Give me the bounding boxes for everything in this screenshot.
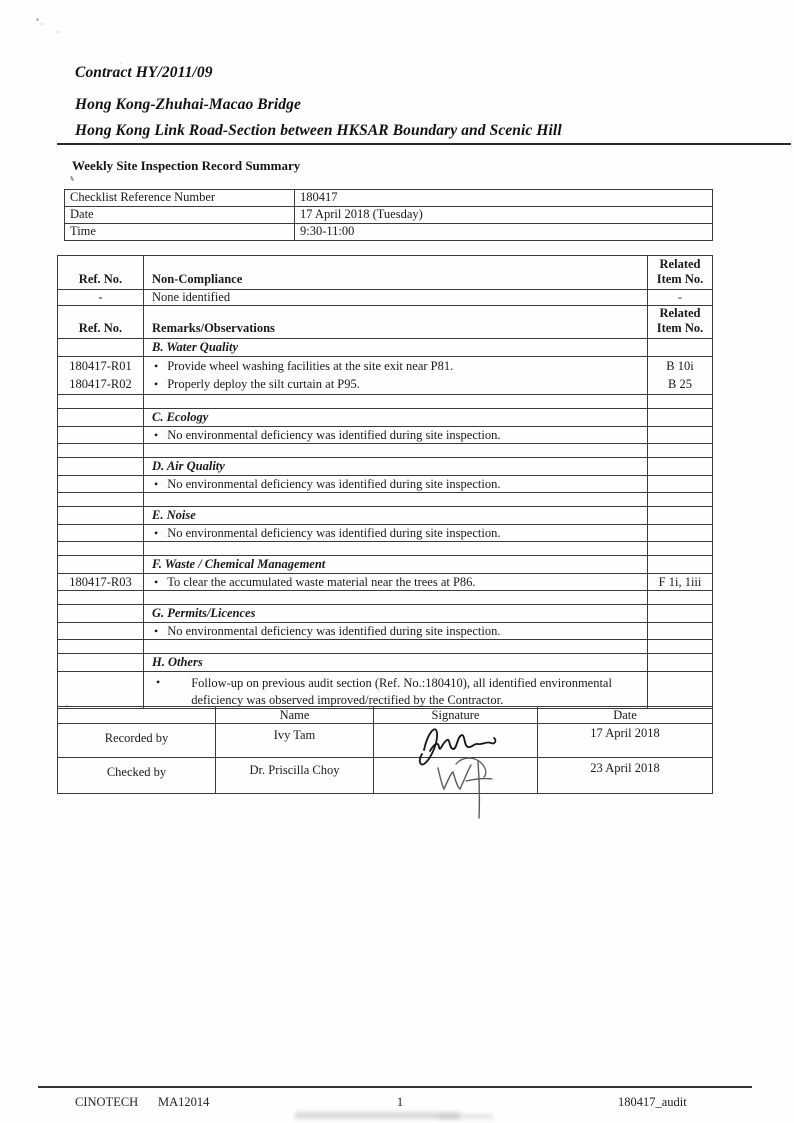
info-label: Date	[65, 207, 295, 224]
empty-cell	[648, 654, 713, 672]
inspection-table	[57, 255, 713, 709]
related-label-line2: Item No.	[656, 272, 704, 286]
related-item: F 1i, 1iii	[648, 574, 713, 591]
remark-text: To clear the accumulated waste material near the trees at P86.	[167, 574, 476, 589]
section-items-row-air-quality	[58, 476, 713, 493]
section-title: H. Others	[144, 654, 648, 672]
bullet-icon: •	[154, 525, 159, 540]
footer-rule	[38, 1086, 752, 1088]
remark-text: No environmental deficiency was identified during site inspection.	[167, 623, 501, 638]
spacer-row	[58, 395, 713, 409]
spacer-row	[58, 640, 713, 654]
recorder-name: Ivy Tam	[216, 724, 374, 758]
col-header-related-item	[648, 306, 713, 339]
bullet-icon: •	[156, 675, 161, 689]
empty-cell	[648, 556, 713, 574]
remark-cell	[144, 476, 648, 493]
recorded-date: 17 April 2018	[538, 724, 713, 758]
section-title-row-air-quality	[58, 458, 713, 476]
spacer-row	[58, 493, 713, 507]
section-title-row-noise	[58, 507, 713, 525]
page-number: 1	[396, 1095, 404, 1109]
role-label: Recorded by	[58, 724, 216, 758]
info-label: Time	[65, 224, 295, 241]
info-value: 9:30-11:00	[295, 224, 713, 241]
ref-no-cell	[58, 357, 144, 395]
info-row-date	[65, 207, 713, 224]
bullet-icon: •	[154, 376, 159, 391]
ref-no: 180417-R02	[69, 376, 132, 391]
empty-cell	[648, 525, 713, 542]
section-title: B. Water Quality	[144, 339, 648, 357]
empty-cell	[58, 476, 144, 493]
spacer-row	[58, 591, 713, 605]
empty-cell	[648, 476, 713, 493]
contract-number-line: Contract HY/2011/09	[75, 64, 213, 81]
empty-cell	[648, 507, 713, 525]
scan-tick-mark	[70, 176, 74, 181]
info-value: 17 April 2018 (Tuesday)	[295, 207, 713, 224]
scan-smudge	[438, 1114, 493, 1119]
none-related: -	[648, 290, 713, 306]
empty-cell	[58, 525, 144, 542]
empty-cell	[648, 542, 713, 556]
related-item-cell	[648, 357, 713, 395]
project-name-line: Hong Kong-Zhuhai-Macao Bridge	[75, 96, 301, 113]
empty-cell	[648, 395, 713, 409]
empty-cell	[648, 605, 713, 623]
section-title-row-ecology	[58, 409, 713, 427]
info-row-time	[65, 224, 713, 241]
empty-cell	[648, 493, 713, 507]
empty-cell	[144, 640, 648, 654]
none-identified-row	[58, 290, 713, 306]
empty-cell	[648, 409, 713, 427]
non-compliance-header-row	[58, 256, 713, 290]
section-title: D. Air Quality	[144, 458, 648, 476]
remarks-header-row	[58, 306, 713, 339]
section-title-row-waste-chemical	[58, 556, 713, 574]
empty-cell	[648, 427, 713, 444]
empty-cell	[58, 605, 144, 623]
col-header-ref-no: Ref. No.	[58, 256, 144, 290]
empty-cell	[58, 339, 144, 357]
bullet-icon: •	[154, 574, 159, 589]
col-header-ref-no: Ref. No.	[58, 306, 144, 339]
related-label-line1: Related	[659, 306, 701, 320]
col-header-related-item	[648, 256, 713, 290]
spacer-row	[58, 542, 713, 556]
section-items-row-others	[58, 672, 713, 709]
empty-cell	[648, 672, 713, 709]
remark-cell	[144, 525, 648, 542]
related-item: B 25	[668, 376, 692, 391]
empty-cell	[58, 507, 144, 525]
empty-cell	[648, 444, 713, 458]
info-value: 180417	[295, 190, 713, 207]
header-rule	[57, 143, 791, 145]
bullet-icon: •	[154, 359, 159, 373]
remark-text: Properly deploy the silt curtain at P95.	[167, 376, 360, 391]
bullet-icon: •	[154, 476, 159, 491]
bullet-icon: •	[154, 427, 159, 442]
col-header-remarks: Remarks/Observations	[144, 306, 648, 339]
remark-cell	[144, 574, 648, 591]
empty-cell	[58, 493, 144, 507]
road-section-line: Hong Kong Link Road-Section between HKSAR Boundary and Scenic Hill	[75, 122, 562, 139]
recorded-by-row	[58, 724, 713, 758]
remark-text: Provide wheel washing facilities at the site exit near P81.	[167, 359, 454, 373]
section-items-row-ecology	[58, 427, 713, 444]
spacer-row	[58, 444, 713, 458]
section-items-row-water-quality	[58, 357, 713, 395]
section-items-row-noise	[58, 525, 713, 542]
col-header-non-compliance: Non-Compliance	[144, 256, 648, 290]
related-label-line1: Related	[659, 257, 701, 271]
empty-cell	[58, 672, 144, 709]
footer-code: MA12014	[158, 1095, 210, 1109]
empty-cell	[58, 591, 144, 605]
col-header-date: Date	[538, 707, 713, 724]
scan-speckle	[57, 31, 59, 33]
bullet-icon: •	[154, 623, 159, 638]
section-items-row-waste-chemical	[58, 574, 713, 591]
related-item: B 10i	[666, 359, 694, 373]
empty-cell	[648, 640, 713, 654]
empty-cell	[144, 542, 648, 556]
section-title-row-water-quality	[58, 339, 713, 357]
signoff-table	[57, 706, 713, 794]
remark-cell	[144, 672, 648, 709]
empty-cell	[58, 640, 144, 654]
empty-cell	[58, 556, 144, 574]
empty-cell	[648, 591, 713, 605]
remark-cell	[144, 427, 648, 444]
empty-cell	[648, 339, 713, 357]
remark-text: No environmental deficiency was identified during site inspection.	[167, 525, 501, 540]
remark-text: Follow-up on previous audit section (Ref. No.:180410), all identified environmental deficiency was observed improved/rectified by the Contractor.	[191, 676, 612, 707]
checked-by-row	[58, 758, 713, 794]
empty-cell	[58, 409, 144, 427]
col-header-name: Name	[216, 707, 374, 724]
scan-speckle	[41, 23, 43, 25]
empty-cell	[58, 654, 144, 672]
section-title-row-others	[58, 654, 713, 672]
none-ref: -	[58, 290, 144, 306]
empty-cell	[58, 458, 144, 476]
section-title-row-permits	[58, 605, 713, 623]
role-label: Checked by	[58, 758, 216, 794]
empty-cell	[58, 623, 144, 640]
ref-no: 180417-R03	[58, 574, 144, 591]
empty-cell	[144, 493, 648, 507]
scan-speckle	[36, 18, 39, 21]
remark-cell	[144, 357, 648, 395]
section-title: E. Noise	[144, 507, 648, 525]
empty-cell	[144, 395, 648, 409]
document-title: Weekly Site Inspection Record Summary	[72, 158, 301, 173]
info-row-checklist-reference	[65, 190, 713, 207]
checklist-info-table	[64, 189, 713, 241]
section-items-row-permits	[58, 623, 713, 640]
checked-signature	[430, 750, 500, 822]
footer-doc-ref: 180417_audit	[618, 1095, 687, 1109]
ref-no: 180417-R01	[69, 359, 132, 373]
section-title: F. Waste / Chemical Management	[144, 556, 648, 574]
signoff-header-row	[58, 707, 713, 724]
col-header-signature: Signature	[374, 707, 538, 724]
section-title: C. Ecology	[144, 409, 648, 427]
empty-cell	[58, 707, 216, 724]
related-label-line2: Item No.	[656, 321, 704, 335]
section-title: G. Permits/Licences	[144, 605, 648, 623]
empty-cell	[58, 427, 144, 444]
checked-date: 23 April 2018	[538, 758, 713, 794]
empty-cell	[648, 458, 713, 476]
footer-company: CINOTECH	[75, 1095, 139, 1109]
remark-text: No environmental deficiency was identified during site inspection.	[167, 427, 501, 442]
info-label: Checklist Reference Number	[65, 190, 295, 207]
empty-cell	[144, 444, 648, 458]
remark-text: No environmental deficiency was identified during site inspection.	[167, 476, 501, 491]
empty-cell	[58, 444, 144, 458]
none-text: None identified	[144, 290, 648, 306]
empty-cell	[648, 623, 713, 640]
empty-cell	[58, 395, 144, 409]
empty-cell	[58, 542, 144, 556]
remark-cell	[144, 623, 648, 640]
checker-name: Dr. Priscilla Choy	[216, 758, 374, 794]
empty-cell	[144, 591, 648, 605]
scan-smudge	[295, 1112, 460, 1119]
